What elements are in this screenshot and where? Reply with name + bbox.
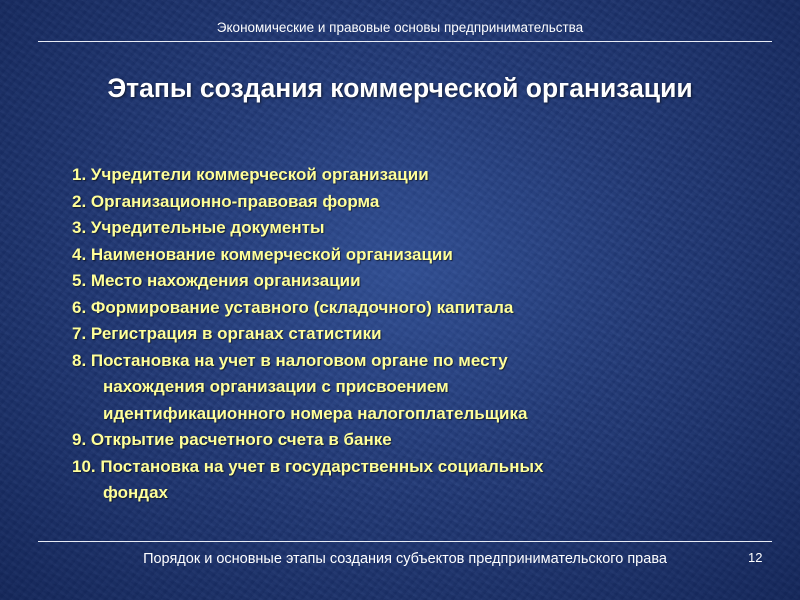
step-line: 9. Открытие расчетного счета в банке [72, 430, 392, 449]
step-item [72, 268, 772, 295]
header-subject: Экономические и правовые основы предпринимательства [216, 20, 584, 35]
steps-list [72, 162, 772, 507]
step-line: 4. Наименование коммерческой организации [72, 244, 453, 264]
step-item [72, 454, 772, 507]
step-line: 7. Регистрация в органах статистики [72, 324, 382, 343]
footer-topic: Порядок и основные этапы создания субъектов предпринимательского права [143, 551, 667, 567]
step-line: 5. Место нахождения организации [72, 271, 361, 290]
step-line: 8. Постановка на учет в налоговом органе по месту [72, 350, 508, 370]
step-line: 6. Формирование уставного (складочного) капитала [72, 297, 514, 317]
step-line: 10. Постановка на учет в государственных социальных [72, 456, 544, 476]
step-line-continuation: фондах [103, 483, 169, 502]
step-item [72, 348, 772, 428]
step-line: 3. Учредительные документы [72, 218, 325, 237]
step-item [72, 242, 772, 269]
footer-divider [38, 541, 772, 542]
step-line: 1. Учредители коммерческой организации [72, 165, 429, 184]
step-line: 2. Организационно-правовая форма [72, 191, 380, 211]
step-line-continuation: нахождения организации с присвоением [103, 377, 449, 396]
step-item [72, 215, 772, 242]
step-item [72, 162, 772, 189]
step-item [72, 189, 772, 216]
slide-title: Этапы создания коммерческой организации [107, 73, 693, 103]
page-number: 12 [748, 550, 763, 565]
step-line-continuation: идентификационного номера налогоплательщика [103, 403, 528, 423]
step-item [72, 321, 772, 348]
header-divider [38, 41, 772, 42]
step-item [72, 295, 772, 322]
step-item [72, 427, 772, 454]
